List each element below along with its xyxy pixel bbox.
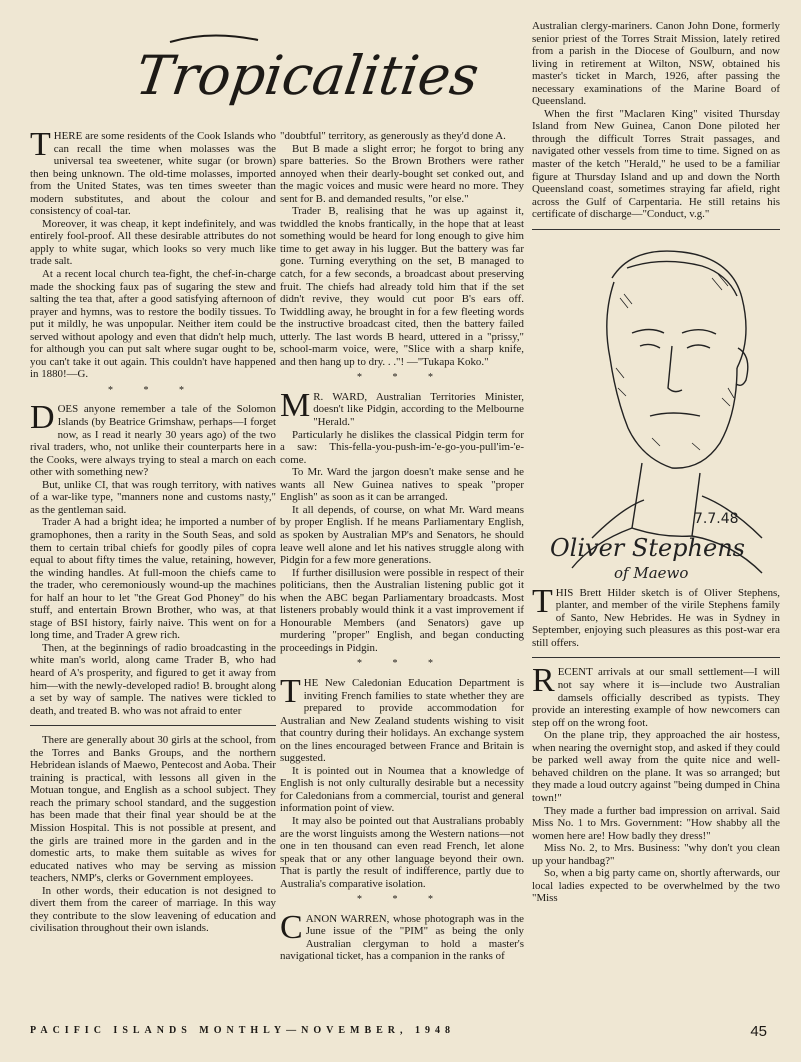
column-middle [280, 130, 524, 963]
paragraph: Trader A had a bright idea; he imported a number of gramophones, then a rarity in the South Seas, and sold them to certain tribal chiefs for goodly piles of copra equal to about fifty times the value, retaining, however, the winding handles. At full-moon the chiefs came to the trader, who ceremoniously wound-up the machines for half an hour to let "the Great God Phoney" do his stuff, and entertain Brown Brother, who was, at that stage of BSI history, fairly naive. This went on for a long time, and Trader A grew rich. [30, 516, 276, 642]
portrait-sketch [532, 238, 780, 583]
drop-cap: T [532, 582, 553, 620]
paragraph: M R. WARD, Australian Territories Minister, doesn't like Pidgin, according to the Melbourne "Herald." [280, 386, 524, 429]
page-title-text: Tropicalities [132, 44, 483, 107]
drop-cap: C [280, 908, 303, 946]
paragraph: To Mr. Ward the jargon doesn't make sense and he wants all New Guinea natives to speak "proper English" as soon as it can be arranged. [280, 466, 524, 504]
paragraph: It may also be pointed out that Australians probably are the worst linguists among the Western nations—not one in ten thousand can even read French, let alone speak that or any other language beyond their own. That is partly the result of indifference, partly due to Australia's comparative isolation. [280, 814, 524, 890]
paragraph: It all depends, of course, on what Mr. Ward means by proper English. If he means Parliamentary English, as spoken by Australian MP's and Senators, he should leave well alone and let his natives struggle along with Pidgin for a few more generations. [280, 503, 524, 567]
paragraph: CANON WARREN, whose photograph was in the June issue of the "PIM" as being the only Australian clergyman to hold a master's navigational ticket, has a companion in the ranks of [280, 908, 524, 963]
paragraph: It is pointed out in Noumea that a knowledge of English is not only culturally desirable but a necessity for Caledonians from a commercial, tourist and general information point of view. [280, 764, 524, 815]
divider [532, 657, 780, 658]
paragraph: They made a further bad impression on arrival. Said Miss No. 1 to Mrs. Government: "How shabby all the women here are! How badly they dress!" [532, 804, 780, 842]
section-separator: * * * [357, 658, 447, 670]
sketch-signature-line1: Oliver Stephens [550, 533, 745, 562]
paragraph: But, unlike CI, that was rough territory, with natives of a war-like type, "manners none and customs nasty," as the gentleman said. [30, 478, 276, 516]
paragraph: There are generally about 30 girls at the school, from the Torres and Banks Groups, and the northern Hebridean islands of Maewo, Pentecost and Aoba. Their training is practical, with lessons all given in the Motuan tongue, and English as a school subject. They reach the primary school standard, and the suggestion has been made that their final year should be at the Mission Hospital. This is not possible at present, and the girls are trained more in the garden and in the domestic arts, to make them suitable as wives for educated natives who may be serving as mission teachers, NMP's, clerks or Government employees. [30, 734, 276, 885]
divider [532, 229, 780, 230]
drop-cap: R [532, 662, 555, 700]
paragraph: Particularly he dislikes the classical Pidgin term for a saw: This-fella-you-push-im-'e-go-you-pull'im-'e-come. [280, 428, 524, 466]
column-left [30, 126, 276, 935]
paragraph: But B made a slight error; he forgot to bring any spare batteries. So the Brown Brothers were rather annoyed when their dearly-bought set conked out, and the magic voices and music were heard no more. They sent for B. and demanded results, "or else." [280, 142, 524, 205]
paragraph: THE New Caledonian Education Department is inviting French families to state whether they are prepared to provide accommodation for Australian and New Zealand students wishing to visit that country during their holidays. An exchange system on the lines encouraged between France and Britain is suggested. [280, 672, 524, 765]
section-separator: * * * [357, 894, 447, 906]
paragraph: THERE are some residents of the Cook Islands who can recall the time when molasses was the universal tea sweetener, white sugar (or brown) then being unknown. The old-time molasses, imported from the United States, was ten times sweeter than modern substitutes, and about the colour and consistency of coal-tar. [30, 126, 276, 218]
sketch-date: 7.7.48 [694, 510, 739, 527]
drop-cap: T [30, 126, 51, 163]
sketch-signature-line2: of Maewo [614, 563, 689, 582]
paragraph: Then, at the beginnings of radio broadcasting in the white man's world, along came Trader B, who had heard of A's prosperity, and figured to get it away from him—with the newly-developed radio! B. brought along a set by way of sample. The natives were tickled to death, and treated B. who was not afraid to enter [30, 641, 276, 717]
page-title [132, 22, 483, 117]
drop-cap: D [30, 399, 55, 437]
paragraph: "doubtful" territory, as generously as they'd done A. [280, 130, 506, 142]
sketch-caption: THIS Brett Hilder sketch is of Oliver Stephens, planter, and member of the virile Stephens family of Santo, New Hebrides. He was in Sydney in September, enjoying such pleasures as this post-war era still offers. [532, 582, 780, 649]
paragraph: RECENT arrivals at our small settlement—I will not say where it is—include two Australian damsels officially described as typists. They provide an interesting example of how newcomers can step off on the wrong foot. [532, 662, 780, 729]
paragraph: In other words, their education is not designed to divert them from the career of marriage. In this way they contribute to the slow leavening of education and civilisation throughout their own islands. [30, 884, 276, 935]
section-separator: * * * [357, 372, 447, 384]
paragraph: Moreover, it was cheap, it kept indefinitely, and was entirely fool-proof. All these desirable attributes do not apply to white sugar, which looks so very much like trade salt. [30, 217, 276, 268]
section-separator: * * * [108, 384, 198, 396]
column-right [532, 20, 780, 905]
divider [30, 725, 276, 726]
paragraph: So, when a big party came on, shortly afterwards, our local ladies expected to be overwhelmed by the two "Miss [532, 867, 780, 905]
paragraph: On the plane trip, they approached the air hostess, when nearing the overnight stop, and asked if they could be parked well away from the quite nice and well-behaved children on the plane. It was so arranged; but they made a loud outcry against "being dumped in China town!" [532, 729, 780, 804]
drop-cap: T [280, 672, 301, 710]
paragraph: At a recent local church tea-fight, the chef-in-charge made the shocking faux pas of sugaring the stew and salting the tea that, after a good satisfying afternoon of prayer and hymns, was to restore the bodily tissues. To put it mildly, he was unpopular. Neither item could be served without apology and even that didn't help much, for although you can put salt where sugar ought to be, you can't take it out again. This couldn't have happened in 1880!—G. [30, 268, 276, 381]
paragraph: When the first "Maclaren King" visited Thursday Island from New Guinea, Canon Done piloted her through the difficult Torres Strait passages, and navigated other vessels from time to time. Signed on as master of the ketch "Herald," he used to be a familiar figure at Thursday Island and up and down the North Queensland coast, sometimes straying far afield, right across the Gulf of Carpentaria. He still retains his certificate of discharge—"Conduct, v.g." [532, 107, 780, 221]
paragraph: Miss No. 2, to Mrs. Business: "why don't you clean up your handbag?" [532, 842, 780, 867]
drop-cap: M [280, 386, 311, 424]
page-number: 45 [750, 1023, 767, 1040]
paragraph: Trader B, realising that he was up against it, twiddled the knobs frantically, in the hope that at least something would be heard for long enough to give him time to get away in his lugger. But the battery was far gone. Turning everything on the set, B managed to catch, for a few seconds, a broadcast about preserving fruit. The chiefs had already told him that if the set didn't revive, they would cut poor B's ears off. Twiddling away, he brought in for a few fleeting words the instructive broadcast cited, then the battery failed utterly. The last words B heard, uttered in a "prissy," school-marm voice, were, "Slice with a sharp knife, and then hang up to dry. . ."! —"Tukapa Koko." [280, 205, 524, 368]
page-footer: PACIFIC ISLANDS MONTHLY—NOVEMBER, 1948 [30, 1025, 456, 1036]
paragraph: DOES anyone remember a tale of the Solomon Islands (by Beatrice Grimshaw, perhaps—I forget now, as I read it nearly 30 years ago) of the two rival traders, who, not unlike their counterparts here in the Cooks, were always trying to steal a march on each other with something new? [30, 399, 276, 479]
paragraph: Australian clergy-mariners. Canon John Done, formerly senior priest of the Torres Strait Mission, lately retired from a parish in the Diocese of Goulburn, and now living in retirement at Wilton, NSW, obtained his master's ticket in March, 1926, after passing the necessary examinations of the Marine Board of Queensland. [532, 20, 780, 108]
paragraph: If further disillusion were possible in respect of their politicians, then the Australian listening public got it when the ABC began Parliamentary broadcasts. Most listeners probably would think it a vast improvement if Honourable Members (and Senators) gave up murdering "proper" English, and began conducting proceedings in Pidgin. [280, 566, 524, 654]
